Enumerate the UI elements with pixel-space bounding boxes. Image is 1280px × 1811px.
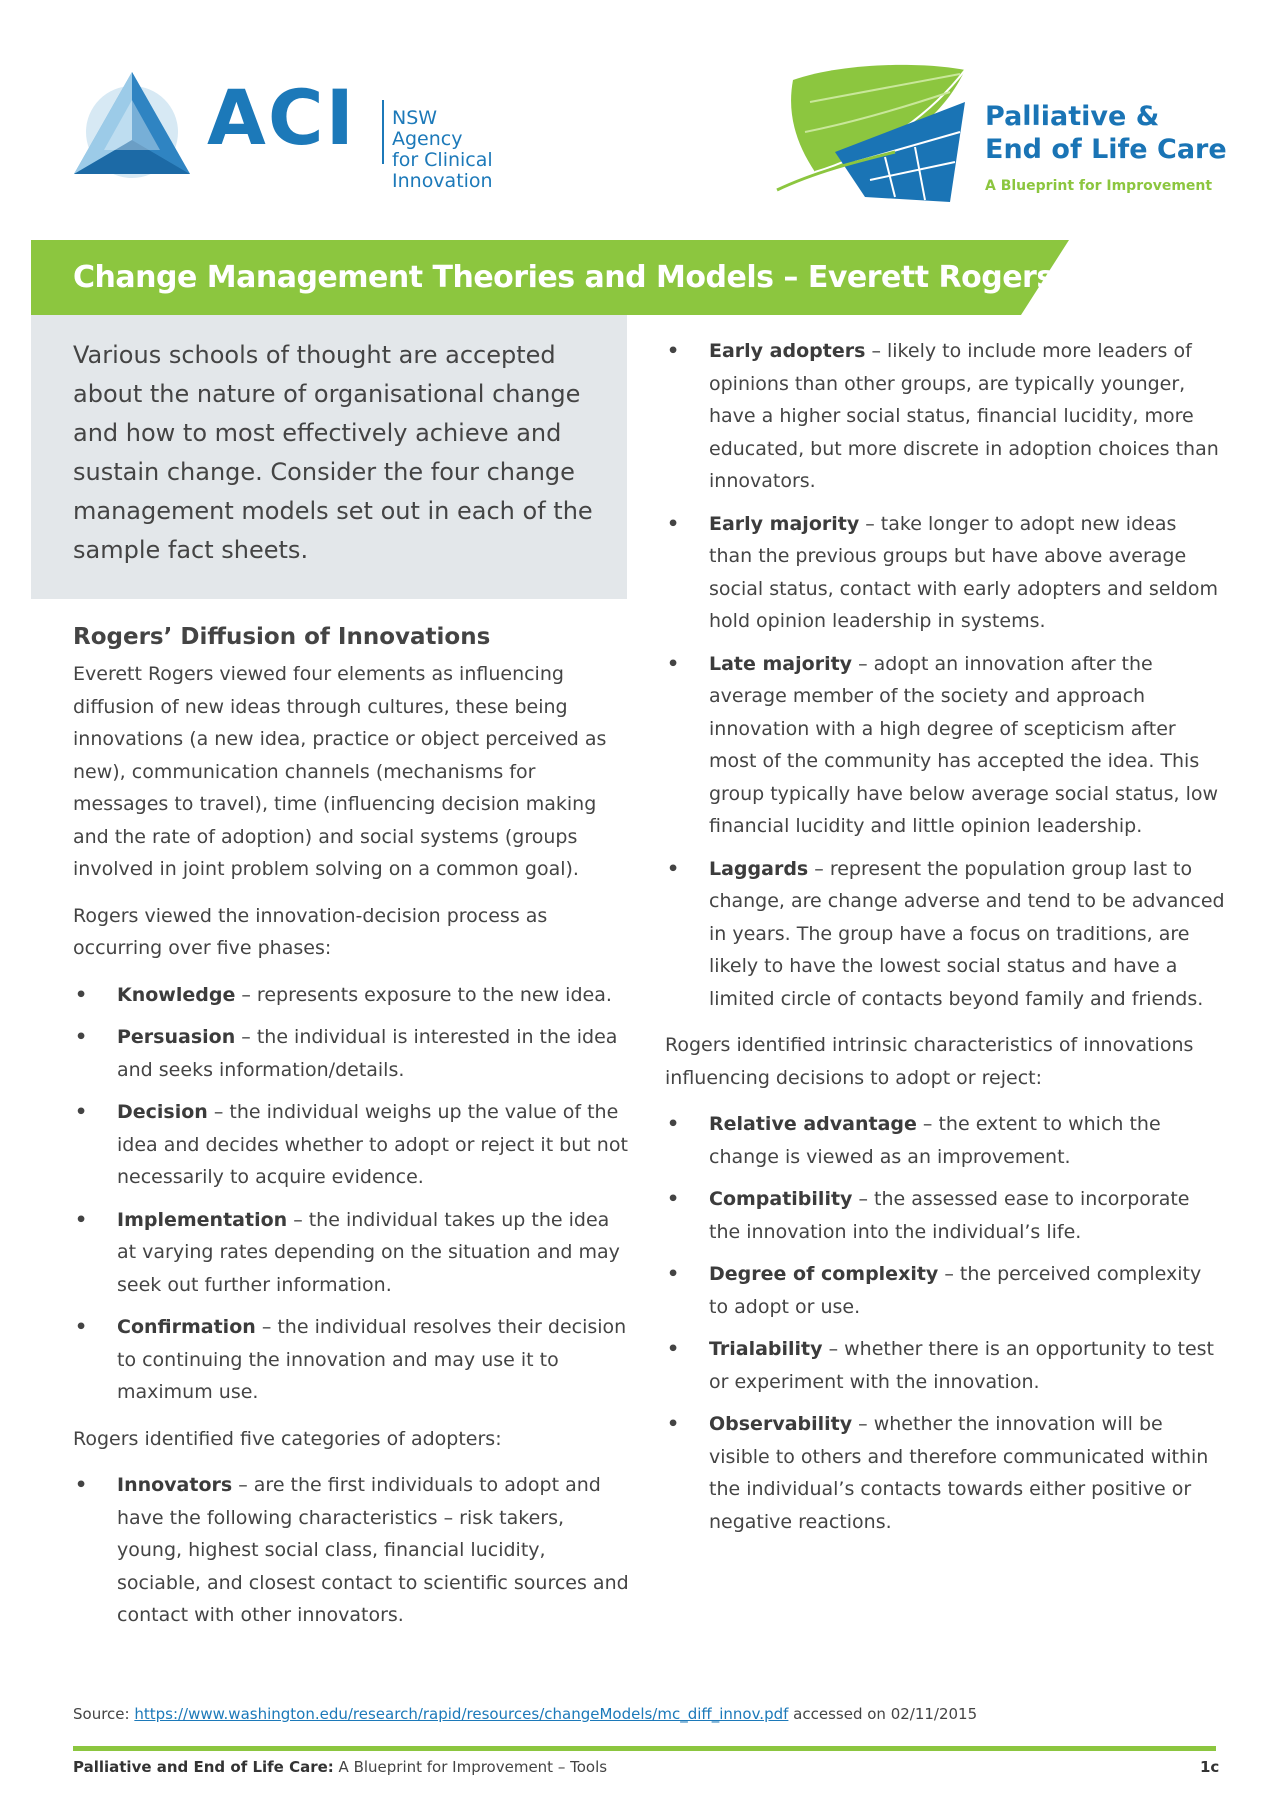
paragraph: Rogers identified intrinsic characteristics of innovations influencing decisions to adopt or reject: [665,1034,1194,1089]
term: Observability [709,1413,853,1435]
left-column [73,620,633,1646]
term-description: – the individual is interested in the idea and seeks information/details. [117,1026,618,1081]
bullet-icon: • [667,340,680,362]
footer-doc-title [73,1758,607,1776]
source-citation [73,1705,977,1723]
list-item [73,1021,633,1086]
aci-agency-line: for Clinical [392,149,493,171]
list-item [665,1108,1225,1173]
list-item [73,1204,633,1302]
term: Persuasion [117,1026,236,1048]
program-title-line: Palliative & [985,101,1160,132]
term: Trialability [709,1338,823,1360]
aci-triangle-icon [72,70,192,180]
bullet-icon: • [667,1188,680,1210]
aci-agency-line: Innovation [392,170,493,192]
intro-text: Various schools of thought are accepted about the nature of organisational change and how to most effectively achieve and sustain change. Consider the four change management models set out in each of the sample fact sheets. [73,341,593,564]
list-item [665,648,1225,843]
list-item [73,979,633,1012]
term-description: – the individual weighs up the value of the idea and decides whether to adopt or reject it but not necessarily to acquire evidence. [117,1101,628,1188]
source-accessed: accessed on 02/11/2015 [788,1705,978,1723]
term-description: – represents exposure to the new idea. [235,983,612,1006]
aci-separator [382,100,384,164]
term: Early majority [709,512,860,535]
bullet-icon: • [75,983,88,1006]
term-description: – the assessed ease to incorporate the innovation into the individual’s life. [709,1188,1190,1243]
bullet-icon: • [667,1413,680,1435]
term-description: – the extent to which the change is viewed as an improvement. [709,1113,1161,1168]
term: Degree of complexity [709,1263,939,1285]
aci-logo [72,70,497,192]
bullet-icon: • [667,1113,680,1135]
bullet-icon: • [75,1101,88,1123]
characteristics-list [665,1108,1225,1538]
list-item [665,853,1225,1016]
paragraph: Everett Rogers viewed four elements as influencing diffusion of new ideas through cultures, these being innovations (a new idea, practice or object perceived as new), communication channels (mechanisms for messages to travel), time (influencing decision making and the rate of adoption) and social systems (groups involved in joint problem solving on a common goal). [73,663,607,880]
section-heading: Rogers’ Diffusion of Innovations [73,624,491,650]
aci-wordmark: ACI [207,73,356,162]
list-item [73,1311,633,1409]
term-description: – whether the innovation will be visible to others and therefore communicated within the individual’s contacts towards either positive or negative reactions. [709,1413,1209,1533]
term-description: – take longer to adopt new ideas than the previous groups but have above average social status, contact with early adopters and seldom hold opinion leadership in systems. [709,512,1218,632]
adopters-list-continued [665,335,1225,1015]
bullet-icon: • [75,1316,88,1338]
list-item [665,1408,1225,1538]
right-column [665,335,1225,1552]
bullet-icon: • [667,1338,680,1360]
bullet-icon: • [667,652,680,675]
bullet-icon: • [667,1263,680,1285]
term-description: – are the first individuals to adopt and have the following characteristics – risk takers, young, highest social class, financial lucidity, sociable, and closest contact to scientific sources and contact with other innovators. [117,1474,629,1626]
source-label: Source: [73,1705,135,1723]
term: Implementation [117,1208,288,1231]
footer-divider [73,1746,1216,1751]
term: Confirmation [117,1316,256,1338]
bullet-icon: • [75,1474,88,1496]
bullet-icon: • [75,1026,88,1048]
list-item [73,1469,633,1632]
list-item [665,335,1225,498]
term: Relative advantage [709,1113,917,1135]
list-item [665,1183,1225,1248]
term-description: – adopt an innovation after the average member of the society and approach innovation with a high degree of scepticism after most of the community has accepted the idea. This group typically have below average social status, low financial lucidity and little opinion leadership. [709,652,1219,837]
list-item [73,1096,633,1194]
footer-doc-title-bold: Palliative and End of Life Care: [73,1758,334,1776]
term-description: – the individual resolves their decision to continuing the innovation and may use it to maximum use. [117,1316,627,1403]
list-item [665,508,1225,638]
paragraph: Rogers viewed the innovation-decision process as occurring over five phases: [73,904,548,959]
term: Early adopters [709,340,866,362]
term-description: – the individual takes up the idea at varying rates depending on the situation and may seek out further information. [117,1208,620,1296]
page-number: 1c [1200,1758,1220,1776]
aci-agency-name [392,108,497,192]
term-description: – the perceived complexity to adopt or use. [709,1263,1202,1318]
program-subtitle: A Blueprint for Improvement [985,178,1213,194]
term: Decision [117,1101,208,1123]
bullet-icon: • [75,1208,88,1231]
aci-agency-line: NSW Agency [392,107,463,150]
source-link[interactable]: https://www.washington.edu/research/rapid/resources/changeModels/mc_diff_innov.pdf [134,1705,789,1723]
program-title [985,100,1227,166]
leaf-map-logo-icon [775,62,970,202]
phases-list [73,979,633,1409]
term-description: – likely to include more leaders of opinions than other groups, are typically younger, have a higher social status, financial lucidity, more educated, but more discrete in adoption choices than innovators. [709,340,1219,492]
adopters-list [73,1469,633,1632]
program-title-line: End of Life Care [985,134,1227,165]
term: Late majority [709,652,853,675]
term: Laggards [709,857,809,880]
term-description: – represent the population group last to change, are change adverse and tend to be advanced in years. The group have a focus on traditions, are likely to have the lowest social status and have a limited circle of contacts beyond family and friends. [709,857,1225,1010]
term: Compatibility [709,1188,853,1210]
term-description: – whether there is an opportunity to test or experiment with the innovation. [709,1338,1214,1393]
term: Innovators [117,1474,233,1496]
list-item [665,1258,1225,1323]
paragraph: Rogers identified five categories of adopters: [73,1427,502,1450]
list-item [665,1333,1225,1398]
bullet-icon: • [667,857,680,880]
page-title: Change Management Theories and Models – Everett Rogers [73,260,1054,295]
term: Knowledge [117,983,236,1006]
footer-doc-title-rest: A Blueprint for Improvement – Tools [333,1758,608,1776]
bullet-icon: • [667,512,680,535]
